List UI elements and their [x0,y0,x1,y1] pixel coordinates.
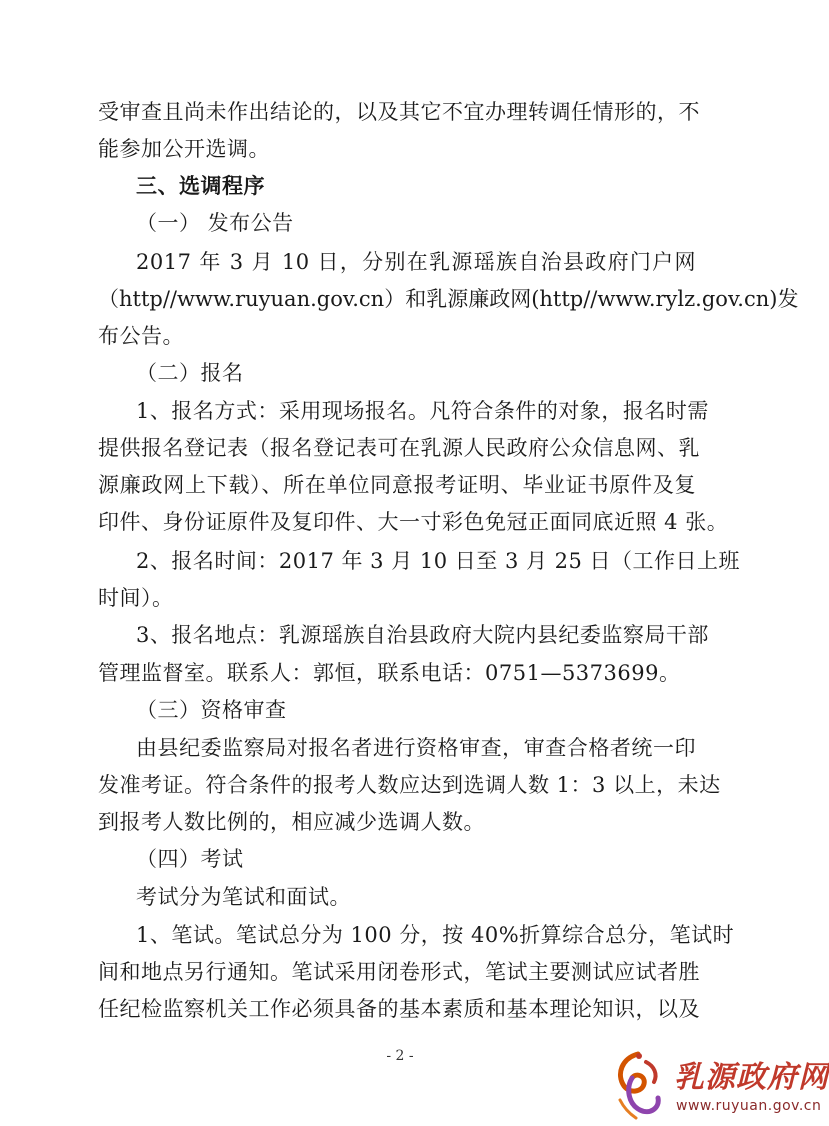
paragraph-line: 1、报名方式：采用现场报名。凡符合条件的对象，报名时需 [136,399,709,423]
subsection-heading: （一） 发布公告 [136,211,294,235]
paragraph-line: 时间）。 [98,586,174,610]
paragraph-line: 管理监督室。联系人：郭恒，联系电话：0751—5373699。 [98,661,681,685]
paragraph-line: 考试分为笔试和面试。 [136,885,351,909]
watermark-site-name: 乳源政府网 [674,1060,829,1095]
subsection-heading: （三）资格审查 [136,698,287,722]
paragraph-line: 到报考人数比例的，相应减少选调人数。 [98,810,485,834]
paragraph-line: 发准考证。符合条件的报考人数应达到选调人数 1：3 以上，未达 [98,773,721,797]
paragraph-line: 2017 年 3 月 10 日，分别在乳源瑶族自治县政府门户网 [136,250,696,274]
paragraph-line: 2、报名时间：2017 年 3 月 10 日至 3 月 25 日（工作日上班 [136,549,741,573]
section-heading: 三、选调程序 [136,173,265,198]
paragraph-line: 受审查且尚未作出结论的，以及其它不宜办理转调任情形的，不 [98,100,700,124]
paragraph-line: 1、笔试。笔试总分为 100 分，按 40%折算综合总分，笔试时 [136,923,735,947]
paragraph-line: 间和地点另行通知。笔试采用闭卷形式，笔试主要测试应试者胜 [98,960,700,984]
paragraph-line: 提供报名登记表（报名登记表可在乳源人民政府公众信息网、乳 [98,436,700,460]
paragraph-line: （http//www.ruyuan.gov.cn）和乳源廉政网(http//www.rylz.gov.cn)发 [98,287,799,311]
watermark-url[interactable]: www.ruyuan.gov.cn [676,1098,822,1114]
site-watermark[interactable] [608,1048,829,1126]
subsection-heading: （四）考试 [136,847,244,871]
paragraph-line: 源廉政网上下载）、所在单位同意报考证明、毕业证书原件及复 [98,473,696,497]
paragraph-line: 布公告。 [98,324,184,348]
page-number: - 2 - [386,1048,414,1064]
paragraph-line: 能参加公开选调。 [98,137,270,161]
paragraph-line: 印件、身份证原件及复印件、大一寸彩色免冠正面同底近照 4 张。 [98,510,729,534]
dragon-logo-icon [608,1048,668,1124]
paragraph-line: 由县纪委监察局对报名者进行资格审查，审查合格者统一印 [136,736,696,760]
paragraph-line: 3、报名地点：乳源瑶族自治县政府大院内县纪委监察局干部 [136,623,709,647]
paragraph-line: 任纪检监察机关工作必须具备的基本素质和基本理论知识，以及 [98,997,700,1021]
subsection-heading: （二）报名 [136,361,244,385]
